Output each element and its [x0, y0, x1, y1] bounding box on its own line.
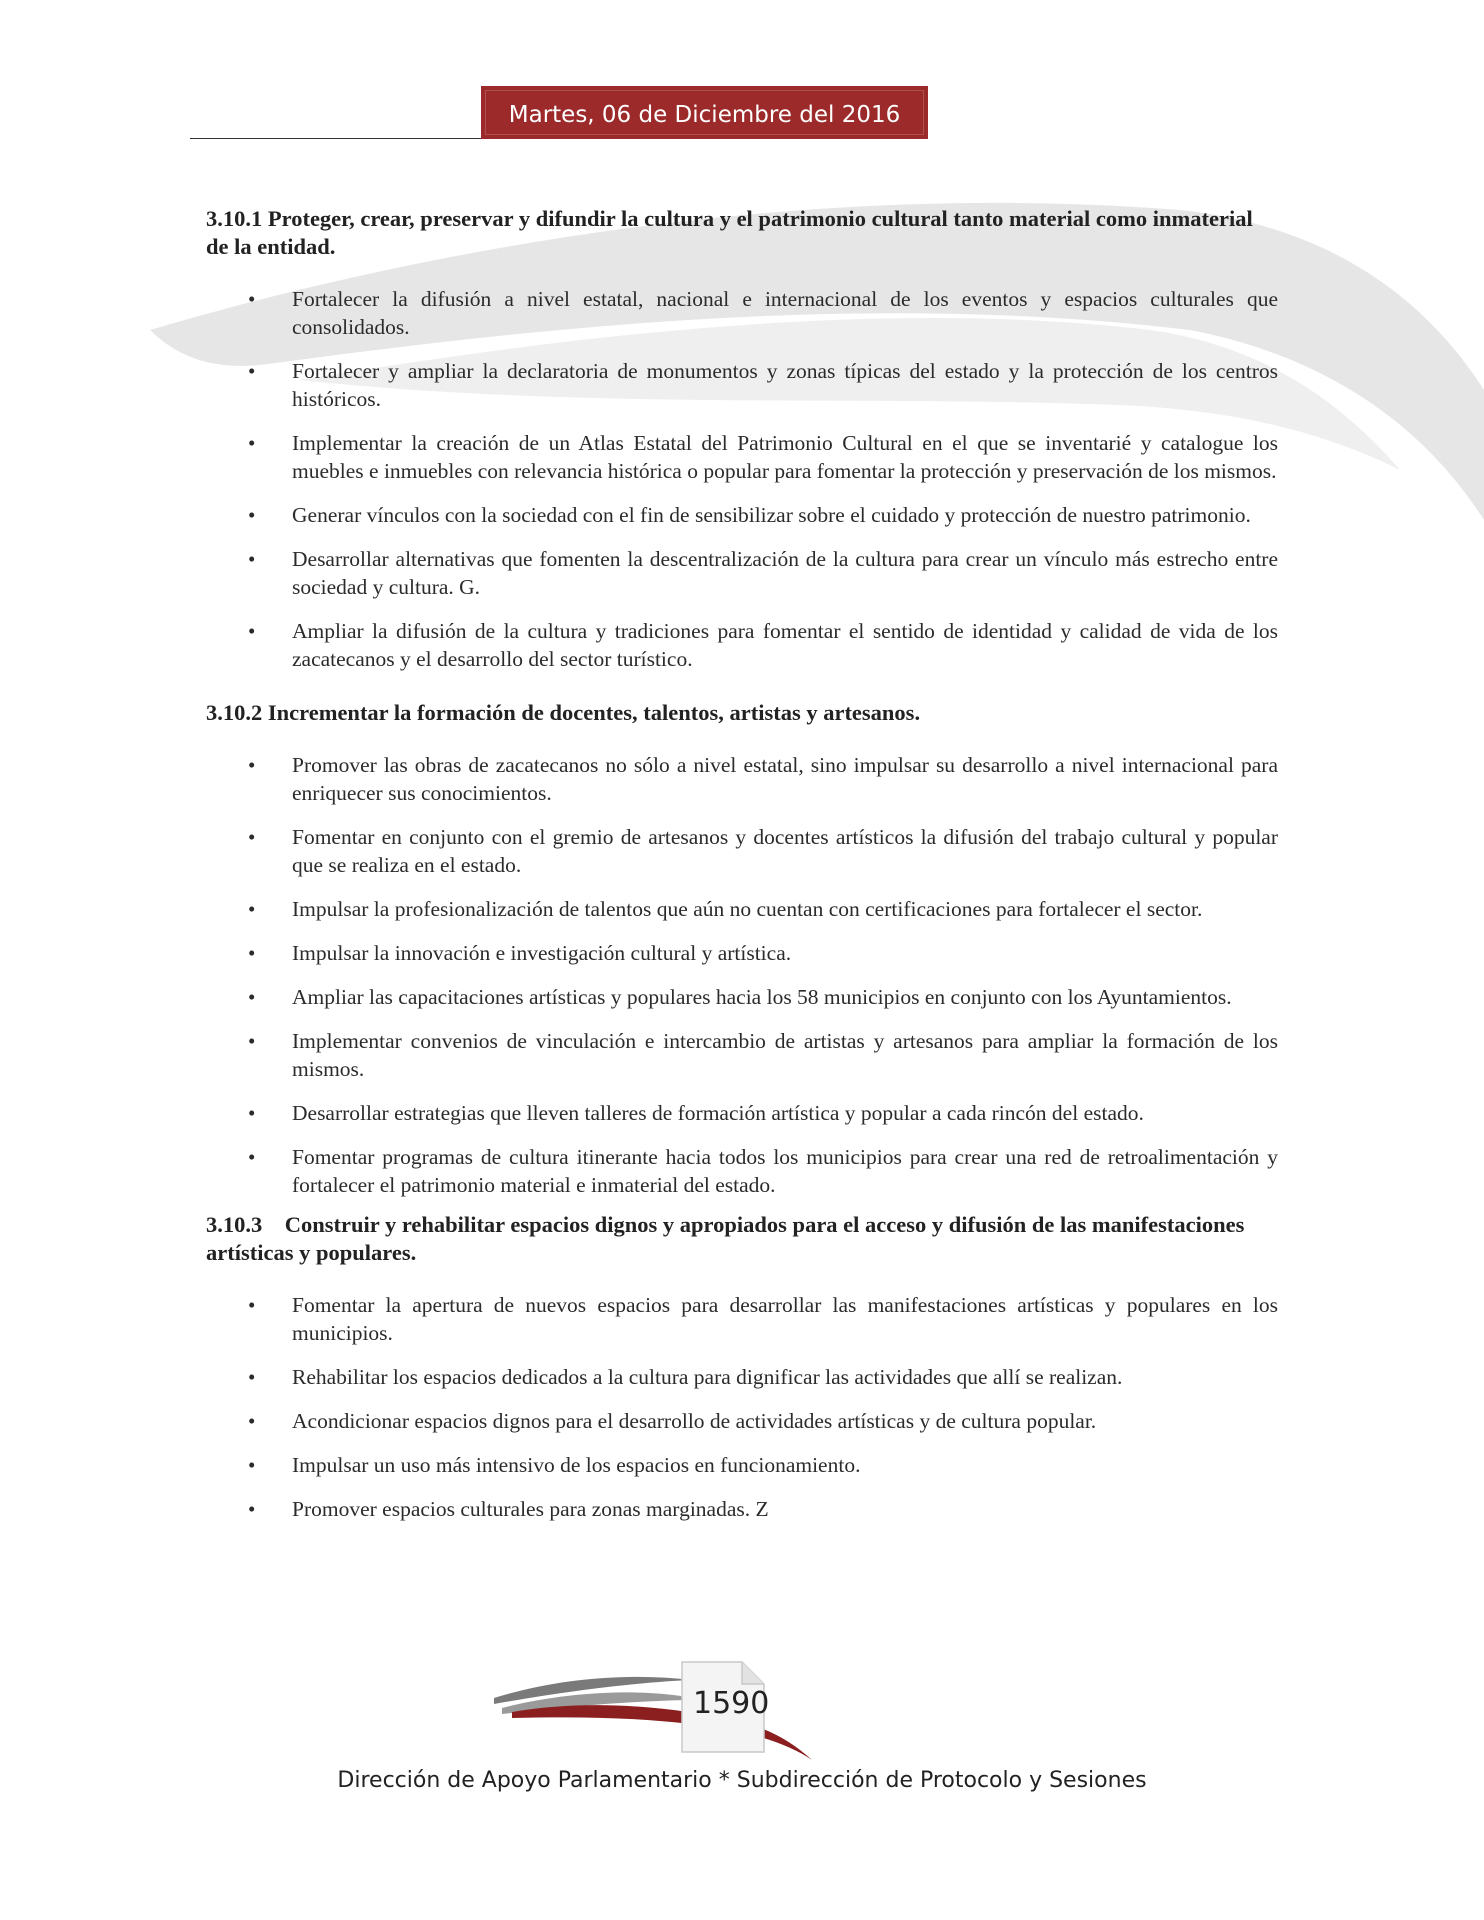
list-item: • Rehabilitar los espacios dedicados a la cultura para dignificar las actividades que allí se realizan.	[248, 1365, 1123, 1389]
bullet-icon: •	[248, 1365, 256, 1389]
list-item: • Fortalecer y ampliar la declaratoria de monumentos y zonas típicas del estado y la protección de los centros históricos.	[248, 359, 1278, 411]
bullet-icon: •	[248, 287, 256, 311]
bullet-icon: •	[248, 619, 256, 643]
section	[206, 699, 1278, 1199]
header-date: Martes, 06 de Diciembre del 2016	[508, 101, 901, 128]
list-item: • Implementar convenios de vinculación e intercambio de artistas y artesanos para ampliar la formación de los mismos.	[248, 1029, 1278, 1081]
bullet-icon: •	[248, 753, 256, 777]
bullet-icon: •	[248, 941, 256, 965]
header-rule	[190, 138, 482, 139]
list-item: • Fomentar programas de cultura itinerante hacia todos los municipios para crear una red de retroalimentación y fortalecer el patrimonio material e inmaterial del estado.	[248, 1145, 1278, 1197]
section-title: 3.10.2 Incrementar la formación de docentes, talentos, artistas y artesanos.	[206, 700, 921, 725]
bullet-icon: •	[248, 1409, 256, 1433]
page-number: 1590	[693, 1686, 770, 1721]
bullet-list	[206, 285, 1278, 673]
footer-text: Dirección de Apoyo Parlamentario * Subdirección de Protocolo y Sesiones	[337, 1768, 1147, 1793]
list-item: • Promover las obras de zacatecanos no sólo a nivel estatal, sino impulsar su desarrollo a nivel internacional para enriquecer sus conocimientos.	[248, 753, 1278, 805]
list-item: • Impulsar la profesionalización de talentos que aún no cuentan con certificaciones para fortalecer el sector.	[248, 897, 1203, 921]
list-item: • Fomentar la apertura de nuevos espacios para desarrollar las manifestaciones artísticas y populares en los municipios.	[248, 1293, 1278, 1345]
list-item: • Fortalecer la difusión a nivel estatal, nacional e internacional de los eventos y espacios culturales que consolidados.	[248, 287, 1278, 339]
list-item: • Promover espacios culturales para zonas marginadas. Z	[248, 1497, 769, 1521]
section	[206, 205, 1278, 673]
bullet-icon: •	[248, 1497, 256, 1521]
list-item: • Fomentar en conjunto con el gremio de artesanos y docentes artísticos la difusión del trabajo cultural y popular que se realiza en el estado.	[248, 825, 1278, 877]
list-item: • Ampliar la difusión de la cultura y tradiciones para fomentar el sentido de identidad y calidad de vida de los zacatecanos y el desarrollo del sector turístico.	[248, 619, 1278, 671]
bullet-icon: •	[248, 1101, 256, 1125]
bullet-icon: •	[248, 1145, 256, 1169]
bullet-icon: •	[248, 359, 256, 383]
bullet-icon: •	[248, 825, 256, 849]
bullet-icon: •	[248, 1453, 256, 1477]
bullet-list	[206, 751, 1278, 1199]
section	[206, 1211, 1278, 1523]
list-item: • Impulsar la innovación e investigación cultural y artística.	[248, 941, 792, 965]
header-date-banner	[481, 86, 928, 139]
list-item: • Desarrollar estrategias que lleven talleres de formación artística y popular a cada rincón del estado.	[248, 1101, 1144, 1125]
bullet-icon: •	[248, 547, 256, 571]
bullet-icon: •	[248, 1029, 256, 1053]
section-title: 3.10.3 Construir y rehabilitar espacios dignos y apropiados para el acceso y difusión de las manifestaciones artísticas y populares.	[206, 1212, 1251, 1265]
list-item: • Acondicionar espacios dignos para el desarrollo de actividades artísticas y de cultura popular.	[248, 1409, 1097, 1433]
bullet-list	[206, 1291, 1278, 1523]
list-item: • Desarrollar alternativas que fomenten la descentralización de la cultura para crear un vínculo más estrecho entre sociedad y cultura. G.	[248, 547, 1278, 599]
section-title: 3.10.1 Proteger, crear, preservar y difundir la cultura y el patrimonio cultural tanto material como inmaterial de la entidad.	[206, 206, 1253, 259]
list-item: • Generar vínculos con la sociedad con el fin de sensibilizar sobre el cuidado y protección de nuestro patrimonio.	[248, 503, 1251, 527]
bullet-icon: •	[248, 897, 256, 921]
bullet-icon: •	[248, 985, 256, 1009]
list-item: • Impulsar un uso más intensivo de los espacios en funcionamiento.	[248, 1453, 861, 1477]
document-body	[206, 205, 1278, 1539]
list-item: • Ampliar las capacitaciones artísticas y populares hacia los 58 municipios en conjunto con los Ayuntamientos.	[248, 985, 1232, 1009]
bullet-icon: •	[248, 503, 256, 527]
bullet-icon: •	[248, 431, 256, 455]
bullet-icon: •	[248, 1293, 256, 1317]
list-item: • Implementar la creación de un Atlas Estatal del Patrimonio Cultural en el que se inventarié y catalogue los muebles e inmuebles con relevancia histórica o popular para fomentar la protección y preservación de los mismos.	[248, 431, 1278, 483]
